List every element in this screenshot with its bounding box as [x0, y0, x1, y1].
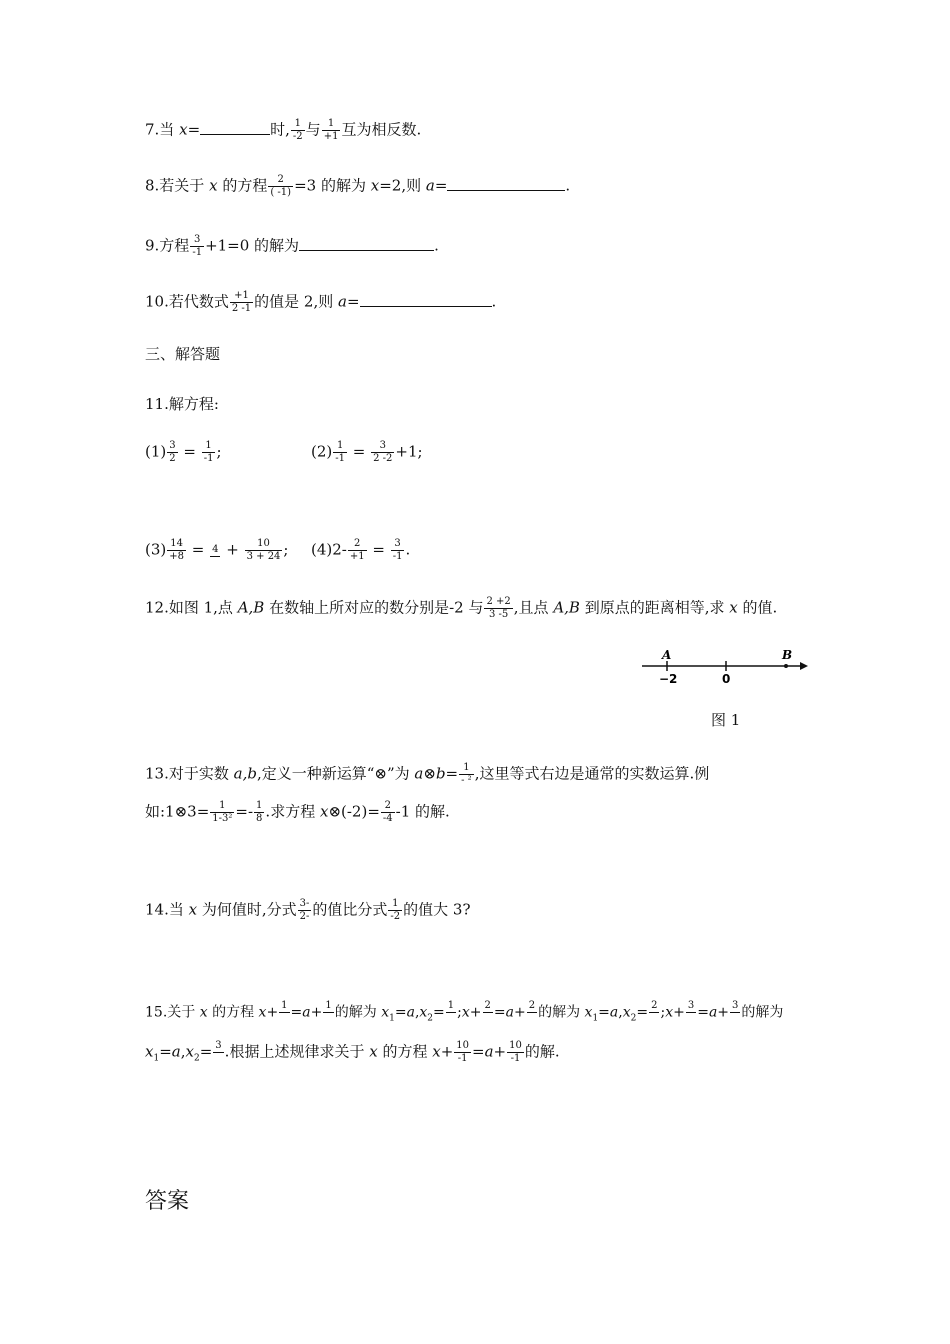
point-b: [784, 664, 788, 668]
q11-part-4: (4)2- $\frac{2}{+1}$ = $\frac{3}{-1}$ .: [311, 538, 411, 562]
q11-part-2: (2) $\frac{1}{-1}$ = $\frac{3}{2 -2}$ +1;: [311, 440, 423, 464]
tick-label-zero: 0: [722, 672, 731, 686]
question-13-line1: 13.对于实数 a,b,定义一种新运算“⊗”为 a⊗b= $\frac{1}{\text{- ²}}$ ,这里等式右边是通常的实数运算.例: [145, 762, 710, 786]
answer-blank[interactable]: [447, 176, 565, 191]
fraction: $\frac{1}{-2}$: [292, 118, 303, 142]
answer-heading: 答案: [145, 1189, 190, 1214]
question-13-line2: 如:1⊗3= $\frac{1}{\text{1-3²}}$ =- $\frac{1}{8}$ .求方程 x⊗(-2)= $\frac{2}{-4}$ -1 的解.: [145, 800, 450, 824]
tick-label-minus2: −2: [659, 672, 678, 686]
answer-blank[interactable]: [200, 120, 270, 135]
question-15-line1: 15.关于 x 的方程 x+ 1 =a+ 1 的解为 $x_1=a,x_2=$ 1 ;x+ 2 =a+ 2 的解为 $x_1=a,x_2=$ 2 ;x+ 3 =a+ 3 的解为: [145, 1000, 784, 1024]
question-11-title: 11.解方程:: [145, 395, 219, 413]
question-7: 7.当 x= 时, $\frac{1}{-2}$ 与 $\frac{1}{+1}$ 互为相反数.: [145, 118, 422, 142]
number-line-figure: [640, 645, 815, 690]
arrow-icon: [800, 662, 808, 670]
fraction: $\frac{3}{-1}$: [192, 234, 203, 258]
fraction: $\frac{2}{( -1)}$: [270, 174, 292, 198]
q11-part-1: (1) $\frac{3}{2}$ = $\frac{1}{-1}$ ;: [145, 440, 222, 464]
label-b: B: [782, 648, 793, 662]
answer-blank[interactable]: [360, 292, 492, 307]
question-8: 8.若关于 x 的方程 $\frac{2}{( -1)}$ =3 的解为 x=2,则 a= .: [145, 174, 571, 198]
section-heading: 三、解答题: [145, 345, 221, 363]
question-14: 14.当 x 为何值时,分式 $\frac{3-}{2-}$ 的值比分式 $\frac{1}{-2}$ 的值大 3?: [145, 898, 471, 922]
question-15-line2: $x_1=a,x_2=$ 3 .根据上述规律求关于 x 的方程 x+ $\frac{10}{-1}$ =a+ $\frac{10}{-1}$ 的解.: [145, 1040, 560, 1064]
question-9: 9.方程 $\frac{3}{-1}$ +1=0 的解为 .: [145, 234, 439, 258]
fraction: $\frac{1}{+1}$: [323, 118, 339, 142]
figure-caption: 图 1: [711, 711, 741, 729]
fraction: $\frac{+1}{2 -1}$: [231, 290, 252, 314]
answer-blank[interactable]: [299, 236, 434, 251]
q11-part-3: (3) $\frac{14}{+8}$ = 4 + $\frac{10}{3 + 24}$ ;: [145, 538, 289, 562]
question-10: 10.若代数式 $\frac{+1}{2 -1}$ 的值是 2,则 a= .: [145, 290, 497, 314]
question-12: 12.如图 1,点 A,B 在数轴上所对应的数分别是-2 与 $\frac{2 +2}{3 -5}$ ,且点 A,B 到原点的距离相等,求 x 的值.: [145, 596, 778, 620]
label-a: A: [662, 648, 672, 662]
